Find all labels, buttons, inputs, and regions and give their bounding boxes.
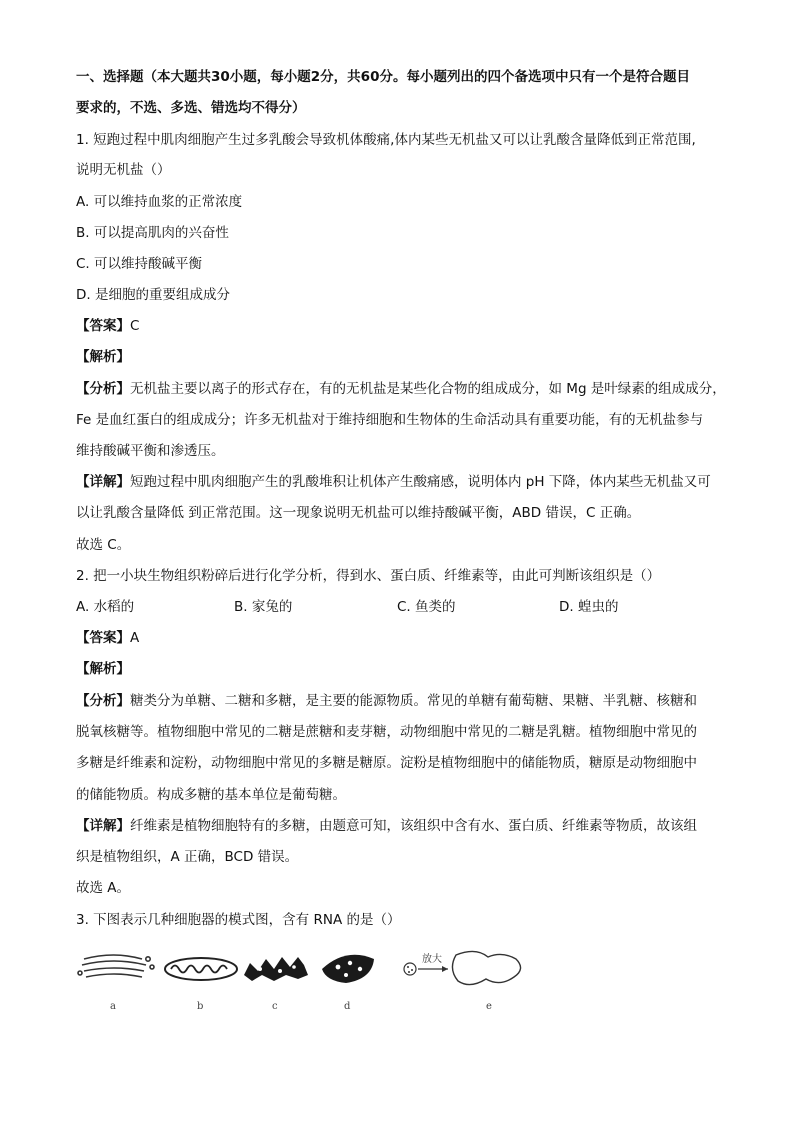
q2-fenxi-line3: 多糖是纤维素和淀粉，动物细胞中常见的多糖是糖原。淀粉是植物细胞中的储能物质，糖原是动物细胞中: [76, 755, 697, 771]
mitochondrion-drawing: [165, 958, 237, 980]
q2-option-c: C. 鱼类的: [397, 599, 456, 615]
analysis-tag: 【解析】: [76, 661, 130, 677]
q2-fenxi-line1: [76, 691, 697, 711]
q1-stem-line2: 说明无机盐（）: [76, 162, 171, 178]
section-header-line2: 要求的，不选、多选、错选均不得分）: [76, 100, 306, 116]
answer-value: A: [130, 630, 140, 646]
golgi-apparatus-drawing: [78, 955, 154, 977]
section-header-line1: 一、选择题（本大题共30小题，每小题2分，共60分。每小题列出的四个备选项中只有一个是符合题目: [76, 69, 690, 85]
figure-label-d: d: [344, 1001, 351, 1012]
xiangjie-tag: 【详解】: [76, 474, 130, 490]
figure-label-e: e: [486, 1001, 492, 1012]
q1-xiangjie-line2: 以让乳酸含量降低 到正常范围。这一现象说明无机盐可以维持酸碱平衡，ABD 错误，C 正确。: [76, 505, 641, 521]
organelle-figure: [76, 945, 536, 1015]
q2-stem: 2. 把一小块生物组织粉碎后进行化学分析，得到水、蛋白质、纤维素等，由此可判断该组织是（）: [76, 568, 661, 584]
q1-fenxi-line2: Fe 是血红蛋白的组成成分；许多无机盐对于维持细胞和生物体的生命活动具有重要功能，有的无机盐参与: [76, 412, 704, 428]
answer-value: C: [130, 318, 140, 334]
q1-stem-line1: 1. 短跑过程中肌肉细胞产生过多乳酸会导致机体酸痛,体内某些无机盐又可以让乳酸含量降低到正常范围,: [76, 132, 696, 148]
q2-option-b: B. 家兔的: [234, 599, 293, 615]
magnify-arrow-text: 放大: [422, 954, 442, 965]
q1-option-d: D. 是细胞的重要组成成分: [76, 287, 230, 303]
q1-fenxi-line3: 维持酸碱平衡和渗透压。: [76, 443, 225, 459]
figure-label-a: a: [110, 1001, 116, 1012]
fenxi-text: 糖类分为单糖、二糖和多糖，是主要的能源物质。常见的单糖有葡萄糖、果糖、半乳糖、核糖和: [130, 693, 697, 709]
xiangjie-tag: 【详解】: [76, 818, 130, 834]
xiangjie-text: 短跑过程中肌肉细胞产生的乳酸堆积让机体产生酸痛感，说明体内 pH 下降，体内某些无机盐又可: [130, 474, 711, 490]
q2-xiangjie-line2: 织是植物组织，A 正确，BCD 错误。: [76, 849, 299, 865]
endoplasmic-reticulum-drawing: [244, 957, 308, 981]
q2-analysis-tag: [76, 659, 130, 679]
q2-fenxi-line2: 脱氧核糖等。植物细胞中常见的二糖是蔗糖和麦芽糖，动物细胞中常见的二糖是乳糖。植物细胞中常见的: [76, 724, 697, 740]
q1-answer: [76, 316, 139, 336]
q2-answer: [76, 628, 139, 648]
q1-xiangjie-line1: [76, 472, 711, 492]
q1-option-c: C. 可以维持酸碱平衡: [76, 256, 203, 272]
q2-conclusion: 故选 A。: [76, 880, 131, 896]
chloroplast-drawing: [322, 955, 374, 983]
answer-tag: 【答案】: [76, 318, 130, 334]
fenxi-tag: 【分析】: [76, 381, 130, 397]
q2-xiangjie-line1: [76, 816, 697, 836]
organelle-diagram: [76, 945, 536, 1015]
analysis-tag: 【解析】: [76, 349, 130, 365]
q2-option-d: D. 蝗虫的: [559, 599, 619, 615]
q2-option-a: A. 水稻的: [76, 599, 135, 615]
q3-stem: 3. 下图表示几种细胞器的模式图，含有 RNA 的是（）: [76, 912, 401, 928]
q2-fenxi-line4: 的储能物质。构成多糖的基本单位是葡萄糖。: [76, 787, 346, 803]
q1-fenxi-line1: [76, 379, 726, 399]
figure-label-c: c: [272, 1001, 278, 1012]
fenxi-text: 无机盐主要以离子的形式存在，有的无机盐是某些化合物的组成成分，如 Mg 是叶绿素的组成成分，: [130, 381, 726, 397]
figure-label-b: b: [197, 1001, 204, 1012]
answer-tag: 【答案】: [76, 630, 130, 646]
fenxi-tag: 【分析】: [76, 693, 130, 709]
q1-option-b: B. 可以提高肌肉的兴奋性: [76, 225, 229, 241]
xiangjie-text: 纤维素是植物细胞特有的多糖，由题意可知，该组织中含有水、蛋白质、纤维素等物质，故该组: [130, 818, 697, 834]
q1-conclusion: 故选 C。: [76, 537, 131, 553]
q1-option-a: A. 可以维持血浆的正常浓度: [76, 194, 243, 210]
q1-analysis-tag: [76, 347, 130, 367]
